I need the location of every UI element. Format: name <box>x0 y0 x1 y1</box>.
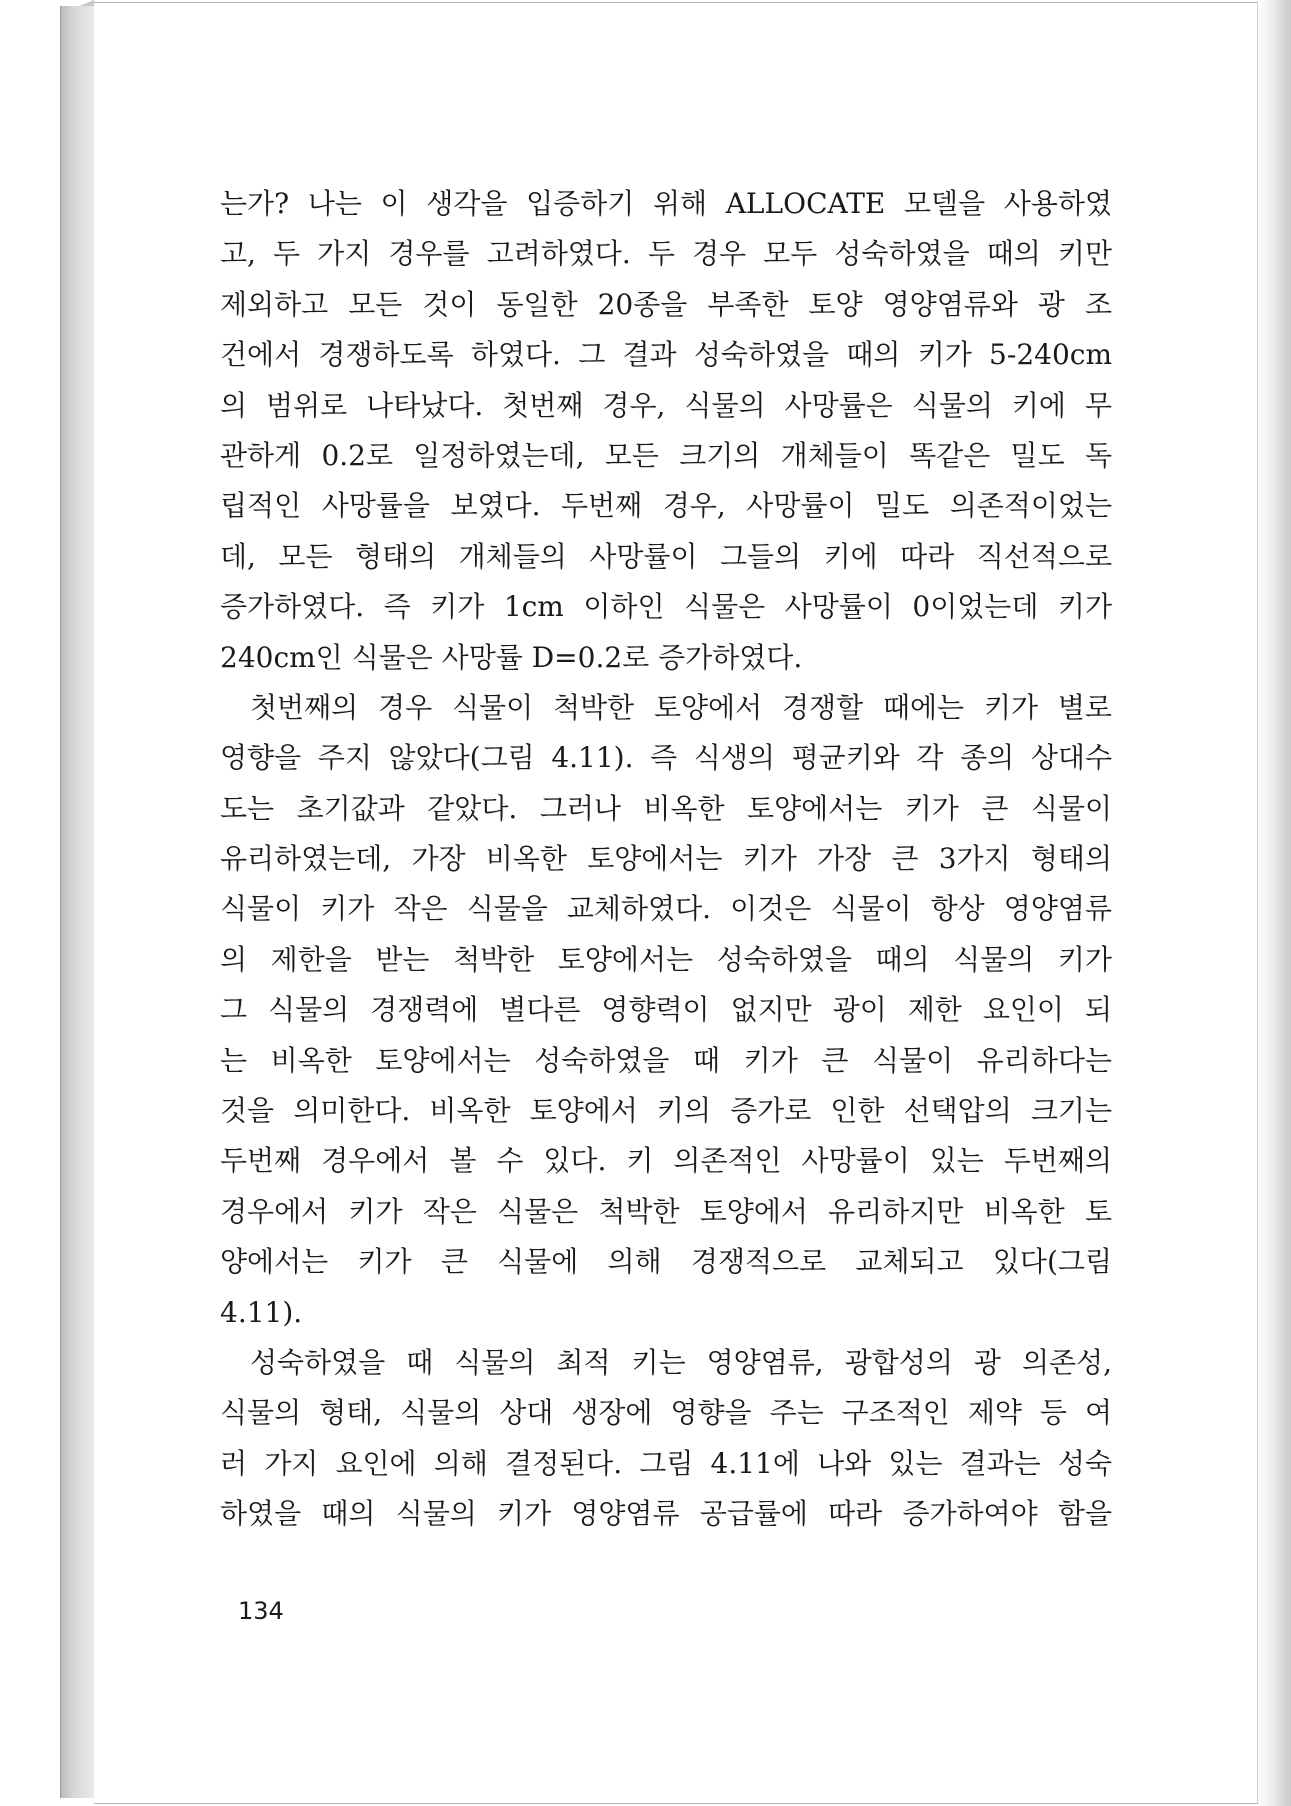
text-line: 는 비옥한 토양에서는 성숙하였을 때 키가 큰 식물이 유리하다는 <box>220 1043 1112 1077</box>
text-line: 경우에서 키가 작은 식물은 척박한 토양에서 유리하지만 비옥한 토 <box>220 1194 1112 1228</box>
text-line: 의 범위로 나타났다. 첫번째 경우, 식물의 사망률은 식물의 키에 무 <box>220 388 1112 422</box>
text-line: 그 식물의 경쟁력에 별다른 영향력이 없지만 광이 제한 요인이 되 <box>220 993 1112 1027</box>
text-line: 도는 초기값과 같았다. 그러나 비옥한 토양에서는 키가 큰 식물이 <box>220 791 1112 825</box>
text-line: 4.11). <box>220 1295 303 1329</box>
text-line: 는가? 나는 이 생각을 입증하기 위해 ALLOCATE 모델을 사용하였 <box>220 187 1112 220</box>
text-line: 240cm인 식물은 사망률 D=0.2로 증가하였다. <box>220 640 803 674</box>
page-number: 134 <box>238 1597 284 1625</box>
page-shadow <box>1257 0 1291 1806</box>
book-page <box>94 2 1258 1804</box>
text-line: 의 제한을 받는 척박한 토양에서는 성숙하였을 때의 식물의 키가 <box>220 942 1112 976</box>
text-line: 식물의 형태, 식물의 상대 생장에 영향을 주는 구조적인 제약 등 여 <box>220 1396 1112 1430</box>
text-line: 것을 의미한다. 비옥한 토양에서 키의 증가로 인한 선택압의 크기는 <box>220 1094 1112 1128</box>
body-text <box>220 179 1112 1540</box>
text-line: 고, 두 가지 경우를 고려하였다. 두 경우 모두 성숙하였을 때의 키만 <box>220 237 1112 271</box>
text-line: 관하게 0.2로 일정하였는데, 모든 크기의 개체들이 똑같은 밀도 독 <box>220 438 1112 472</box>
text-line: 두번째 경우에서 볼 수 있다. 키 의존적인 사망률이 있는 두번째의 <box>220 1144 1112 1178</box>
text-line: 증가하였다. 즉 키가 1cm 이하인 식물은 사망률이 0이었는데 키가 <box>220 590 1112 624</box>
text-line: 건에서 경쟁하도록 하였다. 그 결과 성숙하였을 때의 키가 5-240cm <box>220 338 1112 372</box>
text-line: 식물이 키가 작은 식물을 교체하였다. 이것은 식물이 항상 영양염류 <box>220 892 1112 926</box>
text-line: 하였을 때의 식물의 키가 영양염류 공급률에 따라 증가하여야 함을 <box>220 1497 1112 1531</box>
text-line: 데, 모든 형태의 개체들의 사망률이 그들의 키에 따라 직선적으로 <box>220 539 1112 573</box>
page-stack-edge <box>60 6 95 1798</box>
text-line: 립적인 사망률을 보였다. 두번째 경우, 사망률이 밀도 의존적이었는 <box>220 489 1112 523</box>
text-line: 제외하고 모든 것이 동일한 20종을 부족한 토양 영양염류와 광 조 <box>220 287 1112 321</box>
text-line: 영향을 주지 않았다(그림 4.11). 즉 식생의 평균키와 각 종의 상대수 <box>220 741 1112 775</box>
text-line: 성숙하였을 때 식물의 최적 키는 영양염류, 광합성의 광 의존성, <box>250 1345 1112 1379</box>
text-line: 러 가지 요인에 의해 결정된다. 그림 4.11에 나와 있는 결과는 성숙 <box>220 1446 1112 1480</box>
text-line: 유리하였는데, 가장 비옥한 토양에서는 키가 가장 큰 3가지 형태의 <box>220 842 1112 876</box>
text-line: 양에서는 키가 큰 식물에 의해 경쟁적으로 교체되고 있다(그림 <box>220 1245 1112 1279</box>
text-line: 첫번째의 경우 식물이 척박한 토양에서 경쟁할 때에는 키가 별로 <box>250 690 1112 724</box>
